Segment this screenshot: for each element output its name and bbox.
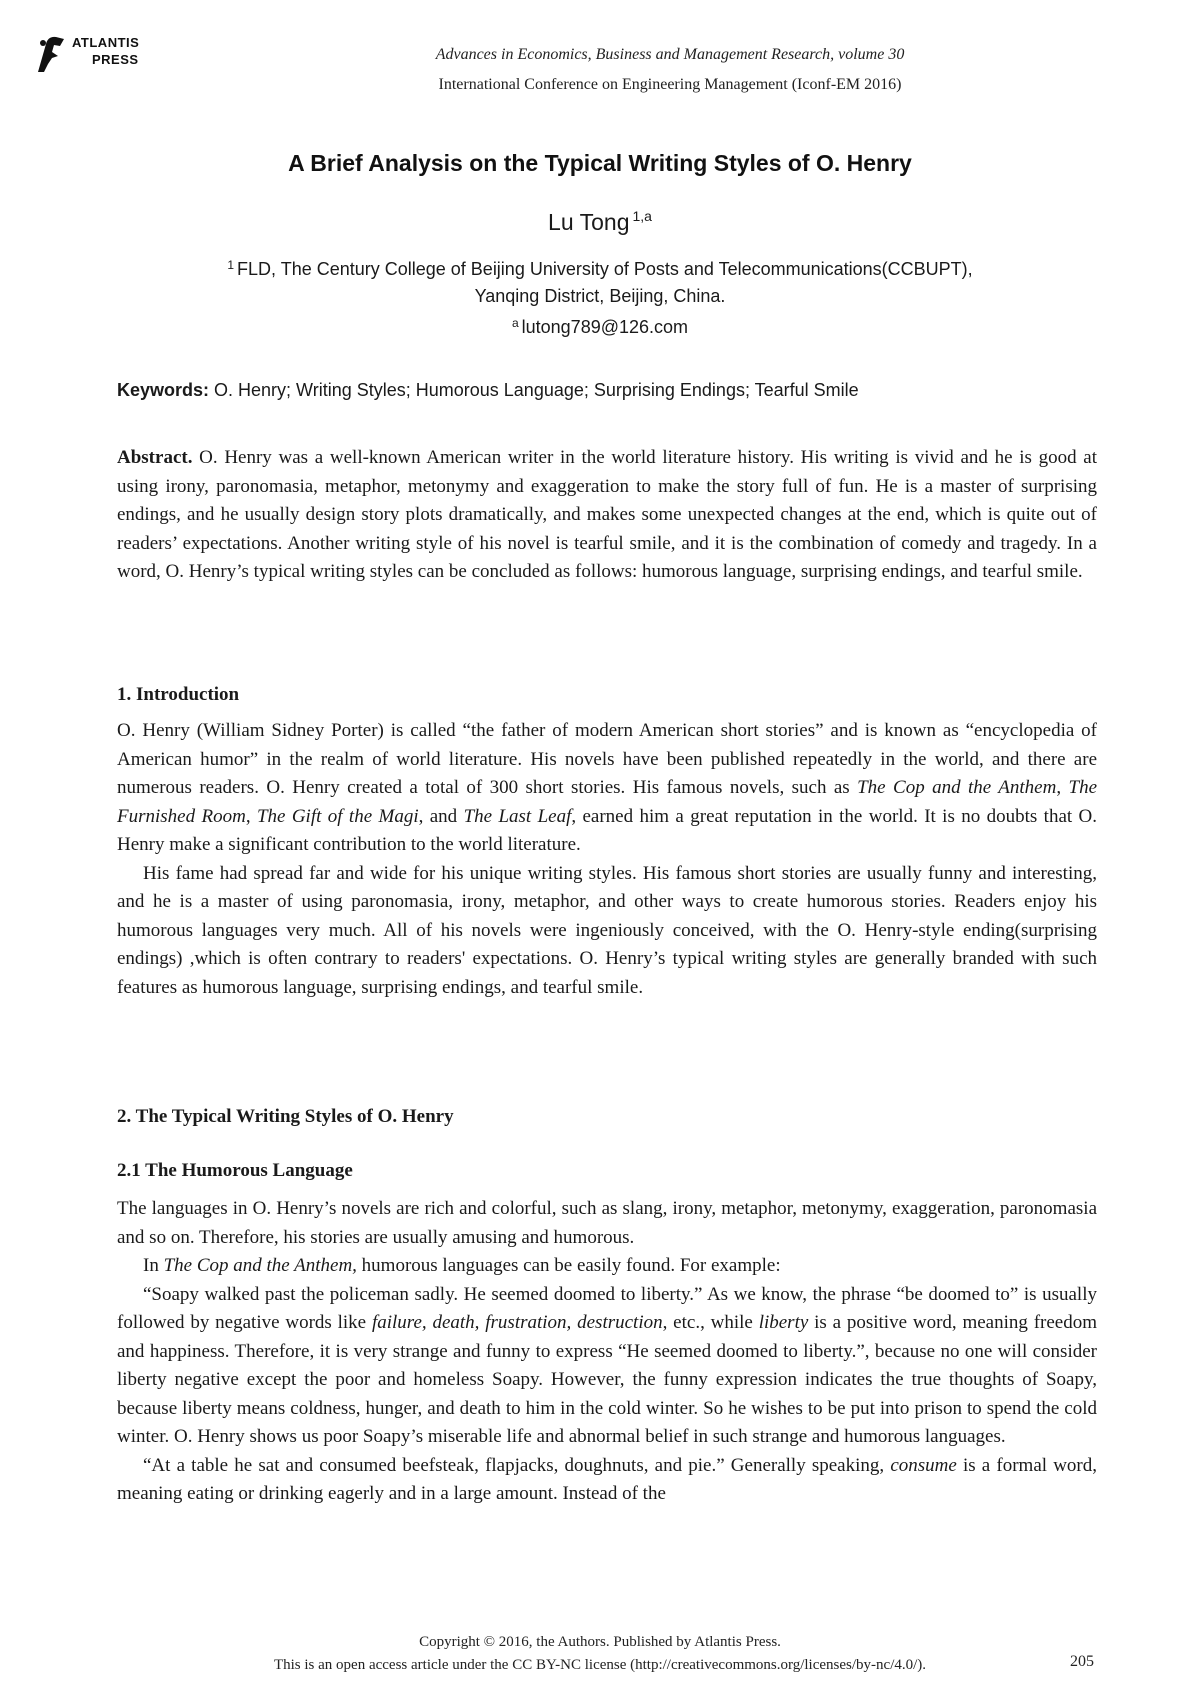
- copyright-notice: Copyright © 2016, the Authors. Published by Atlantis Press.: [419, 1634, 781, 1650]
- affiliation-line-2: Yanqing District, Beijing, China.: [474, 286, 726, 306]
- subsection-paragraph-3: “Soapy walked past the policeman sadly. He seemed doomed to liberty.” As we know, the phrase “be doomed to” is usually followed by negative words like failure, death, frustration, destruction, etc., while liberty is a positive word, meaning freedom and happiness. Therefore, it is very strange and funny to express “He seemed doomed to liberty.”, because no one will consider liberty negative except the poor and homeless Soapy. However, the funny expression indicates the true thoughts of Soapy, because liberty means coldness, hunger, and death to him in the cold winter. So he wishes to be put into prison to spend the cold winter. O. Henry shows us poor Soapy’s miserable life and abnormal belief in such strange and humorous languages.: [117, 1283, 1098, 1447]
- license-notice: This is an open access article under the CC BY-NC license (http://creativecommons.org/licenses/by-nc/4.0/).: [273, 1657, 927, 1673]
- introduction-paragraph-2: His fame had spread far and wide for his unique writing styles. His famous short stories are usually funny and interesting, and he is a master of using paronomasia, irony, metaphor, and other ways to create humorous stories. Readers enjoy his humorous languages very much. All of his novels were ingeniously conceived, with the O. Henry-style ending(surprising endings) ,which is often contrary to readers' expectations. O. Henry’s typical writing styles are generally branded with such features as humorous language, surprising endings, and tearful smile.: [117, 862, 1097, 998]
- section-heading-introduction: 1. Introduction: [117, 684, 240, 705]
- subsection-heading-2-1: 2.1 The Humorous Language: [117, 1160, 353, 1181]
- affiliation-line-1: FLD, The Century College of Beijing University of Posts and Telecommunications(CCBUPT),: [237, 259, 973, 279]
- abstract: [117, 444, 1097, 587]
- subsection-paragraph-1: The languages in O. Henry’s novels are rich and colorful, such as slang, irony, metaphor, metonymy, exaggeration, paronomasia and so on. Therefore, his stories are usually amusing and humorous.: [117, 1198, 1097, 1248]
- abstract-text: O. Henry was a well-known American writer in the world literature history. His writing is vivid and he is good at using irony, paronomasia, metaphor, metonymy and exaggeration to make the story full of fun. He is a master of surprising endings, and he usually design story plots dramatically, and makes some unexpected changes at the end, which is quite out of readers’ expectations. Another writing style of his novel is tearful smile, and it is the combination of comedy and tragedy. In a word, O. Henry’s typical writing styles can be concluded as follows: humorous language, surprising endings, and tearful smile.: [117, 447, 1097, 582]
- logo-text: [72, 34, 139, 68]
- section-heading-2: 2. The Typical Writing Styles of O. Henry: [117, 1106, 454, 1127]
- author-marks: 1,a: [632, 208, 652, 224]
- subsection-2-1-body: [117, 1195, 1097, 1509]
- keywords-text: O. Henry; Writing Styles; Humorous Language; Surprising Endings; Tearful Smile: [209, 380, 859, 400]
- author-line: [120, 208, 1080, 236]
- keywords-label: Keywords:: [117, 380, 210, 400]
- conference-name: International Conference on Engineering Management (Iconf-EM 2016): [438, 76, 902, 93]
- subsection-paragraph-2: In The Cop and the Anthem, humorous languages can be easily found. For example:: [143, 1255, 781, 1276]
- email-address: lutong789@126.com: [521, 317, 689, 337]
- publisher-logo: [34, 30, 154, 76]
- abstract-label: Abstract.: [117, 447, 193, 468]
- page-number: 205: [1070, 1653, 1094, 1670]
- introduction-paragraph-1: O. Henry (William Sidney Porter) is called “the father of modern American short stories” and is known as “encyclopedia of American humor” in the realm of world literature. His novels have been published repeatedly in the world, and there are numerous readers. O. Henry created a total of 300 short stories. His famous novels, such as The Cop and the Anthem, The Furnished Room, The Gift of the Magi, and The Last Leaf, earned him a great reputation in the world. It is no doubts that O. Henry make a significant contribution to the world literature.: [117, 720, 1098, 855]
- logo-line-1: ATLANTIS: [72, 35, 140, 50]
- introduction-body: [117, 717, 1097, 1002]
- journal-venue: Advances in Economics, Business and Management Research, volume 30: [435, 46, 905, 63]
- subsection-paragraph-4: “At a table he sat and consumed beefsteak, flapjacks, doughnuts, and pie.” Generally speaking, consume is a formal word, meaning eating or drinking eagerly and in a large amount. Instead of the: [117, 1454, 1097, 1504]
- email-mark: a: [511, 316, 519, 330]
- logo-line-2: PRESS: [92, 52, 139, 67]
- affiliation: [120, 252, 1080, 310]
- paper-title: A Brief Analysis on the Typical Writing Styles of O. Henry: [288, 150, 912, 176]
- affiliation-mark: 1: [227, 258, 235, 272]
- atlantis-figure-icon: [34, 34, 68, 74]
- author-email: [120, 316, 1080, 338]
- author-name: Lu Tong: [548, 209, 630, 235]
- keywords: [117, 380, 1097, 401]
